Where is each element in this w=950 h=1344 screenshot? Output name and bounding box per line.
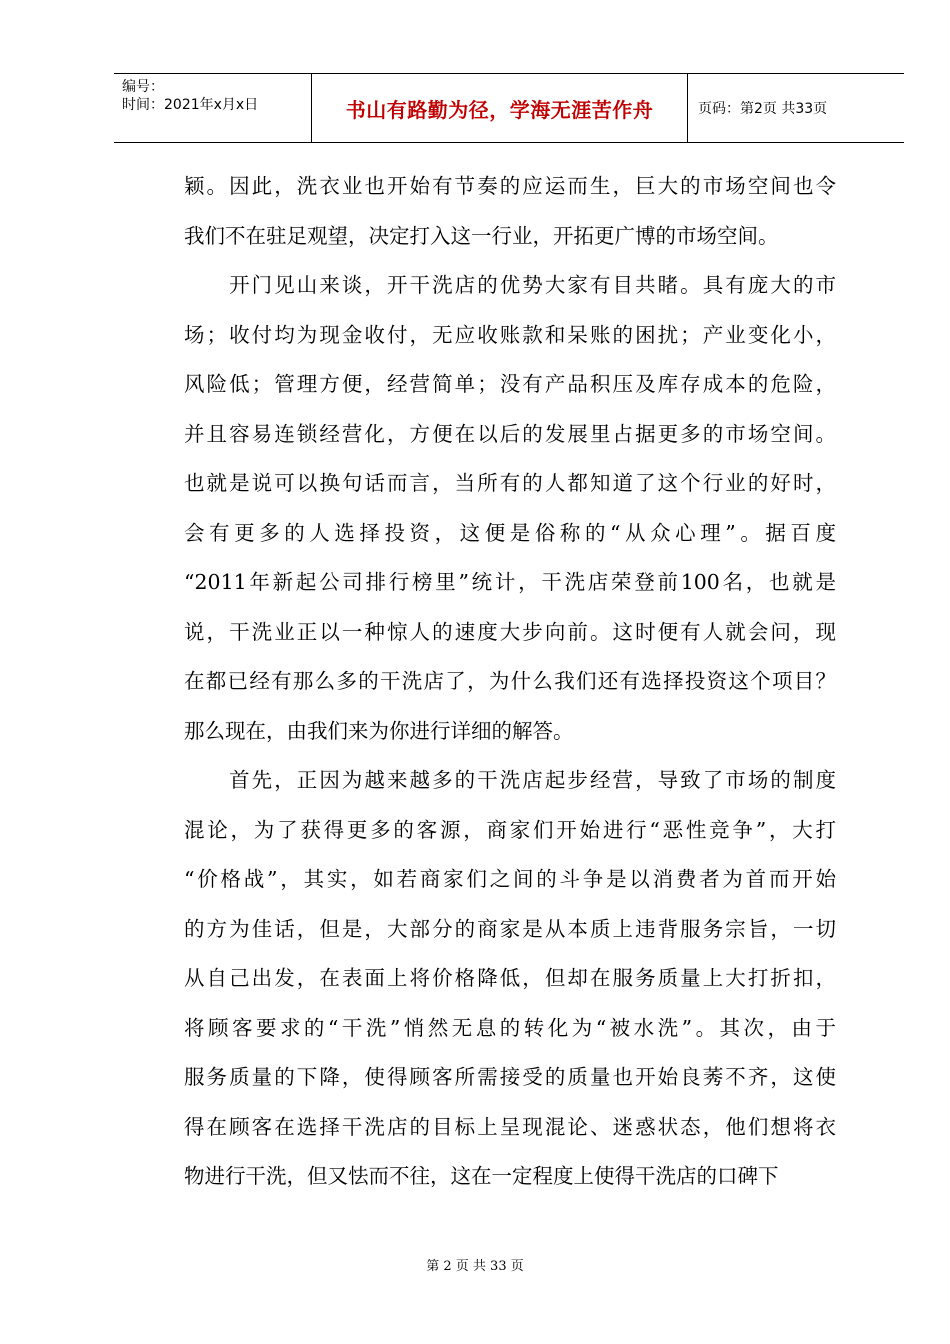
text-line: 的方为佳话，但是，大部分的商家是从本质上违背服务宗旨，一切 xyxy=(184,916,836,941)
header-meta xyxy=(122,78,258,114)
text-line: 会有更多的人选择投资，这便是俗称的“从众心理”。据百度 xyxy=(184,520,836,545)
page-footer: 第 2 页 共 33 页 xyxy=(426,1259,524,1274)
document-body xyxy=(184,162,836,1202)
code-label: 编号： xyxy=(122,79,164,95)
text-line: 我们不在驻足观望，决定打入这一行业，开拓更广博的市场空间。 xyxy=(184,223,779,248)
text-line: 场；收付均为现金收付，无应收账款和呆账的困扰；产业变化小， xyxy=(184,322,836,347)
text-line: 颖。因此，洗衣业也开始有节奏的应运而生，巨大的市场空间也令 xyxy=(184,174,836,198)
text-line: 开门见山来谈，开干洗店的优势大家有目共睹。具有庞大的市 xyxy=(184,273,836,297)
text-line: 混论，为了获得更多的客源，商家们开始进行“恶性竞争”，大打 xyxy=(184,817,836,842)
text-line: 首先，正因为越来越多的干洗店起步经营，导致了市场的制度 xyxy=(184,768,836,792)
paragraph xyxy=(184,756,836,1202)
text-line: 风险低；管理方便，经营简单；没有产品积压及库存成本的危险， xyxy=(184,372,836,396)
text-line: 将顾客要求的“干洗”悄然无息的转化为“被水洗”。其次，由于 xyxy=(184,1015,836,1040)
paragraph xyxy=(184,162,836,261)
header-divider xyxy=(687,74,688,142)
text-line: 物进行干洗，但又怯而不往，这在一定程度上使得干洗店的口碑下 xyxy=(184,1164,779,1188)
text-line: 也就是说可以换句话而言，当所有的人都知道了这个行业的好时， xyxy=(184,471,836,495)
text-line: 那么现在，由我们来为你进行详细的解答。 xyxy=(184,718,574,743)
header-page-info: 页码：第2页 共33页 xyxy=(698,101,828,117)
text-line: 在都已经有那么多的干洗店了，为什么我们还有选择投资这个项目？ xyxy=(184,669,836,693)
time-label: 时间：2021年x月x日 xyxy=(122,97,259,113)
text-line: “2011年新起公司排行榜里”统计，干洗店荣登前100名，也就是 xyxy=(184,570,836,594)
text-line: “价格战”，其实，如若商家们之间的斗争是以消费者为首而开始 xyxy=(184,867,836,891)
header-motto: 书山有路勤为径，学海无涯苦作舟 xyxy=(345,97,654,122)
text-line: 服务质量的下降，使得顾客所需接受的质量也开始良莠不齐，这使 xyxy=(184,1065,836,1089)
text-line: 并且容易连锁经营化，方便在以后的发展里占据更多的市场空间。 xyxy=(184,421,836,446)
text-line: 从自己出发，在表面上将价格降低，但却在服务质量上大打折扣， xyxy=(184,966,836,990)
page-header xyxy=(114,73,904,143)
paragraph xyxy=(184,261,836,756)
text-line: 得在顾客在选择干洗店的目标上呈现混论、迷惑状态，他们想将衣 xyxy=(184,1114,836,1139)
text-line: 说，干洗业正以一种惊人的速度大步向前。这时便有人就会问，现 xyxy=(184,619,836,644)
